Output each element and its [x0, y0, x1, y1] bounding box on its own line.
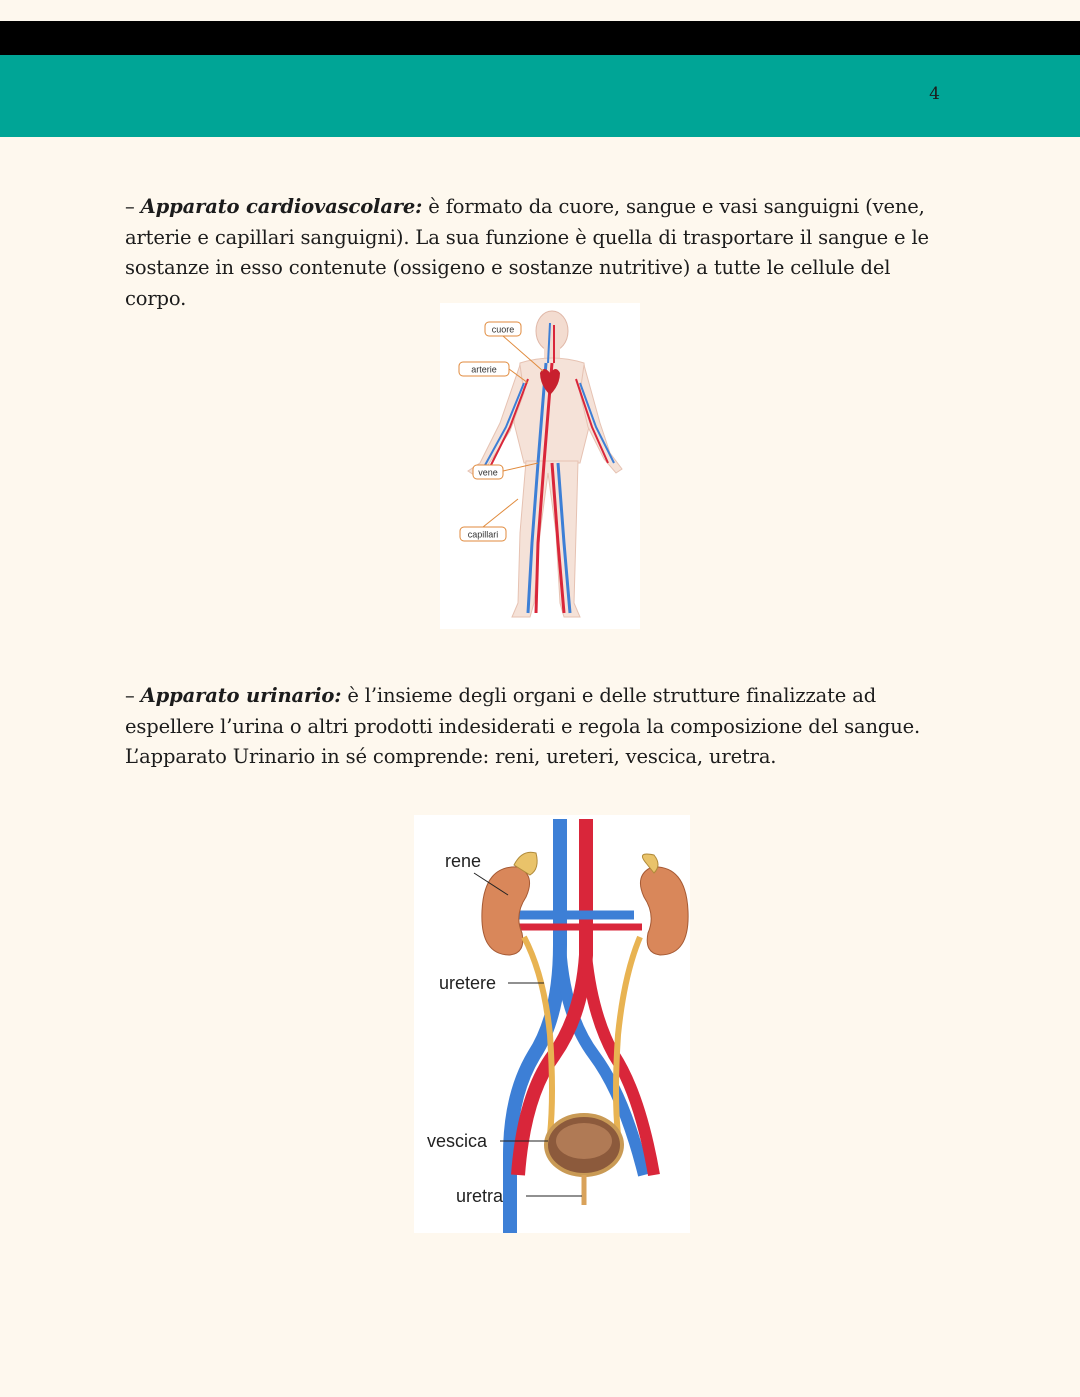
urinary-text: è l’insieme degli organi e delle strutture finalizzate ad espellere l’urina o altri prodotti indesiderati e regola la composizione del sangue. L’apparato Urinario in sé comprende: reni, ureteri, vescica, uretra.: [125, 684, 921, 768]
label-capillari: [460, 499, 518, 541]
svg-text:rene: rene: [445, 851, 482, 871]
svg-text:arterie: arterie: [471, 364, 497, 375]
cardio-title: Apparato cardiovascolare:: [140, 195, 423, 218]
urinary-title: Apparato urinario:: [140, 684, 342, 707]
svg-text:cuore: cuore: [491, 324, 515, 335]
urinary-paragraph: [125, 681, 955, 773]
urinary-figure: [414, 815, 690, 1233]
label-uretra: [456, 1186, 582, 1206]
svg-text:uretra: uretra: [456, 1186, 504, 1206]
human-body-illustration: [468, 311, 622, 617]
cardio-paragraph: [125, 192, 955, 314]
header-band: [0, 55, 1080, 137]
svg-text:vescica: vescica: [427, 1131, 488, 1151]
svg-text:vene: vene: [478, 467, 498, 478]
svg-text:capillari: capillari: [467, 529, 499, 540]
urinary-system-illustration: [482, 819, 688, 1233]
top-black-bar: [0, 21, 1080, 55]
page-number: 4: [929, 84, 940, 104]
svg-text:uretere: uretere: [439, 973, 497, 993]
cardio-dash: –: [125, 195, 141, 218]
cardio-text: è formato da cuore, sangue e vasi sanguigni (vene, arterie e capillari sanguigni). La sua funzione è quella di trasportare il sangue e le sostanze in esso contenute (ossigeno e sostanze nutritive) a tutte le cellule del corpo.: [125, 195, 929, 310]
urinary-dash: –: [125, 684, 141, 707]
cardiovascular-figure: [440, 303, 640, 629]
label-uretere: [439, 973, 544, 993]
